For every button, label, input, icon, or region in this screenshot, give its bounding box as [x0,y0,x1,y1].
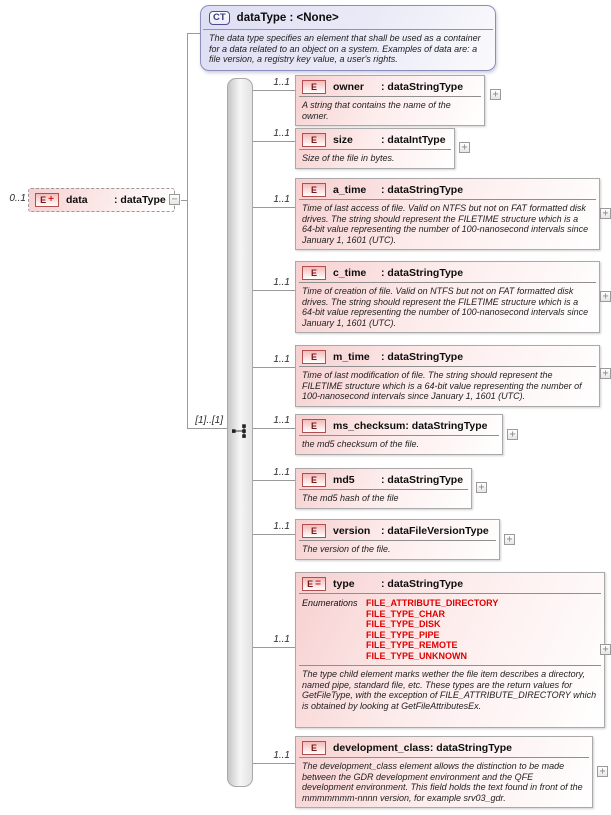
element-ms-checksum[interactable] [295,414,503,455]
element-icon: E [302,741,326,755]
sequence-connector-line [187,428,227,429]
element-icon: E [302,419,326,433]
element-header [296,76,484,96]
expand-button[interactable]: + [504,534,515,545]
element-icon: E [302,350,326,364]
cardinality-label: 1..1 [273,128,290,139]
element-name: type [333,578,355,590]
element-name: owner [333,81,364,93]
expand-button[interactable]: + [600,368,611,379]
complex-type-title: dataType : <None> [236,12,339,24]
cardinality-label: 1..1 [273,77,290,88]
element-name: data [66,194,88,206]
element-development-class[interactable] [295,736,593,808]
element-icon: E [302,183,326,197]
complex-type-header [201,6,495,29]
expand-button[interactable]: + [600,208,611,219]
enumeration-value: FILE_TYPE_UNKNOWN [366,650,468,661]
cardinality-label: 1..1 [273,194,290,205]
cardinality-label: 1..1 [273,277,290,288]
enumeration-value: FILE_TYPE_REMOTE [366,640,458,650]
expand-button[interactable]: + [459,142,470,153]
element-icon: E [302,133,326,147]
element-icon: E [302,524,326,538]
element-header [296,179,599,199]
cardinality-label: 1..1 [273,415,290,426]
sequence-compositor-icon[interactable] [230,422,252,440]
element-annotation: A string that contains the name of the owner. [299,96,481,125]
element-name: c_time [333,267,367,279]
element-type: : dataStringType [381,267,464,279]
element-type: : dataStringType [381,351,464,363]
expand-button[interactable]: + [600,291,611,302]
element-size[interactable] [295,128,455,169]
enumeration-value: FILE_ATTRIBUTE_DIRECTORY [366,598,499,608]
element-type: : dataIntType [381,134,446,146]
element-annotation: The version of the file. [299,540,496,559]
element-type[interactable] [295,572,605,728]
element-name: m_time [333,351,370,363]
element-annotation: The type child element marks wether the file item describes a directory, named pipe, standard file, etc. These types are the return values for GetFileType, with the exception of FILE_ATTRIBUTE_DIRECTORY which is obtained by looking at GetFileAttributesEx. [299,665,601,715]
element-type: : dataType [114,194,166,206]
element-type: : dataStringType [381,81,464,93]
element-name: ms_checksum [333,420,406,432]
element-type: : dataStringType [405,420,488,432]
connector-line [253,763,295,764]
element-type: : dataStringType [381,184,464,196]
element-annotation: Time of last access of file. Valid on NTFS but not on FAT formatted disk drives. The string should represent the FILETIME structure which is a 64-bit value representing the number of 100-nanosecond intervals since January 1, 1601 (UTC). [299,199,596,249]
element-annotation: Size of the file in bytes. [299,149,451,168]
connector-line [253,367,295,368]
plus-badge-icon: + [48,194,54,205]
element-name: version [333,525,371,537]
complex-type-datatype[interactable] [200,5,496,71]
element-header [296,737,592,757]
connector-line [253,141,295,142]
enumeration-value: FILE_TYPE_DISK [366,619,441,629]
cardinality-label: 1..1 [273,521,290,532]
enumeration-value: FILE_TYPE_CHAR [366,608,446,619]
element-header [296,573,604,593]
enumeration-value: FILE_TYPE_PIPE [366,629,440,640]
element-header [296,469,471,489]
element-annotation: Time of creation of file. Valid on NTFS but not on FAT formatted disk drives. The string should represent the FILETIME structure which is a 64-bit value representing the number of 100-nanosecond intervals since January 1, 1601 (UTC). [299,282,596,332]
element-annotation: The md5 hash of the file [299,489,468,508]
complextype-connector-line [187,33,200,34]
element-header [296,129,454,149]
element-annotation: the md5 checksum of the file. [299,435,499,454]
element-a-time[interactable] [295,178,600,250]
enumerations-label: Enumerations [302,598,358,608]
expand-button[interactable]: + [476,482,487,493]
sequence-cardinality: [1]..[1] [195,415,223,426]
cardinality-label: 1..1 [273,634,290,645]
element-header [296,346,599,366]
element-icon: E [302,266,326,280]
element-name: size [333,134,353,146]
root-branch-line [187,33,188,429]
element-name: development_class [333,742,430,754]
connector-line [253,480,295,481]
connector-line [253,534,295,535]
enumeration-values [366,598,498,661]
element-c-time[interactable] [295,261,600,333]
enum-badge-icon: = [315,578,321,589]
cardinality-label: 1..1 [273,467,290,478]
connector-line [253,90,295,91]
element-icon: E + [35,193,59,207]
expand-button[interactable]: + [507,429,518,440]
element-name: a_time [333,184,367,196]
cardinality-label: 1..1 [273,354,290,365]
element-version[interactable] [295,519,500,560]
element-header [296,520,499,540]
root-connector-line [181,200,188,201]
element-owner[interactable] [295,75,485,126]
root-cardinality: 0..1 [9,193,26,204]
element-type: : dataFileVersionType [381,525,489,537]
element-type: : dataStringType [429,742,512,754]
element-annotation: The development_class element allows the distinction to be made between the GDR development environment and the QFE development environment. This field holds the text found in front of the mmmmmmm-nnnn version, for example srv03_gdr. [299,757,589,807]
element-type: : dataStringType [381,474,464,486]
connector-line [253,207,295,208]
element-icon: E = [302,577,326,591]
connector-line [253,428,295,429]
element-icon: E [302,80,326,94]
connector-line [253,647,295,648]
connector-line [253,290,295,291]
expand-button[interactable]: + [597,766,608,777]
cardinality-label: 1..1 [273,750,290,761]
expand-button[interactable]: + [600,644,611,655]
element-md5[interactable] [295,468,472,509]
expand-button[interactable]: + [490,89,501,100]
element-icon: E [302,473,326,487]
element-name: md5 [333,474,355,486]
complex-type-annotation: The data type specifies an element that shall be used as a container for a data related to an object on a system. Examples of data are: a file version, a registry key value, a user's rights. [203,29,493,70]
element-type: : dataStringType [381,578,464,590]
complex-type-icon: CT [209,11,230,25]
enumerations-section [299,593,601,665]
element-data[interactable] [28,188,175,212]
element-annotation: Time of last modification of file. The string should represent the FILETIME structure which is a 64-bit value representing the number of 100-nanosecond intervals since January 1, 1601 (UTC). [299,366,596,406]
collapse-button[interactable]: − [169,194,180,205]
element-header [296,262,599,282]
element-header [296,415,502,435]
element-m-time[interactable] [295,345,600,407]
